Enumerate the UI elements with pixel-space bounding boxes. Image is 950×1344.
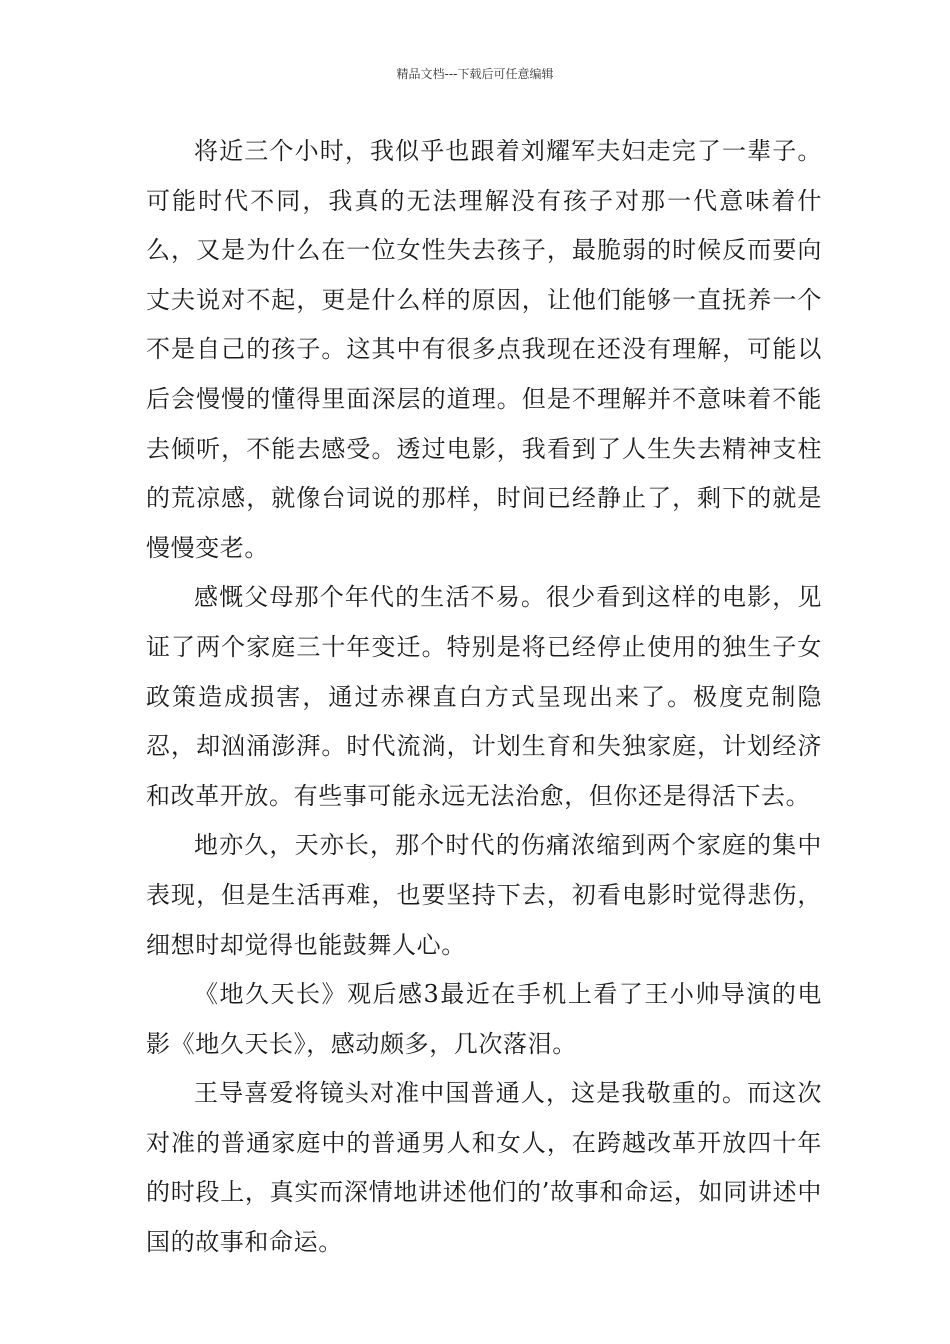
paragraph-1: 将近三个小时，我似乎也跟着刘耀军夫妇走完了一辈子。可能时代不同，我真的无法理解没有孩子对那一代意味着什么，又是为什么在一位女性失去孩子，最脆弱的时候反而要向丈夫说对不起，更是什么样的原因，让他们能够一直抚养一个不是自己的孩子。这其中有很多点我现在还没有理解，可能以后会慢慢的懂得里面深层的道理。但是不理解并不意味着不能去倾听，不能去感受。透过电影，我看到了人生失去精神支柱的荒凉感，就像台词说的那样，时间已经静止了，剩下的就是慢慢变老。 <box>146 137 822 562</box>
document-body <box>146 127 822 1268</box>
paragraph-3: 地亦久，天亦长，那个时代的伤痛浓缩到两个家庭的集中表现，但是生活再难，也要坚持下去，初看电影时觉得悲伤，细想时却觉得也能鼓舞人心。 <box>146 831 822 959</box>
paragraph-4: 《地久天长》观后感3最近在手机上看了王小帅导演的电影《地久天长》，感动颇多，几次落泪。 <box>146 980 822 1058</box>
paragraph-5: 王导喜爱将镜头对准中国普通人，这是我敬重的。而这次对准的普通家庭中的普通男人和女人，在跨越改革开放四十年的时段上，真实而深情地讲述他们的’故事和命运，如同讲述中国的故事和命运。 <box>146 1079 822 1257</box>
page-header: 精品文档---下载后可任意编辑 <box>396 67 554 81</box>
paragraph-2: 感慨父母那个年代的生活不易。很少看到这样的电影，见证了两个家庭三十年变迁。特别是将已经停止使用的独生子女政策造成损害，通过赤裸直白方式呈现出来了。极度克制隐忍，却汹涌澎湃。时代流淌，计划生育和失独家庭，计划经济和改革开放。有些事可能永远无法治愈，但你还是得活下去。 <box>146 583 822 810</box>
